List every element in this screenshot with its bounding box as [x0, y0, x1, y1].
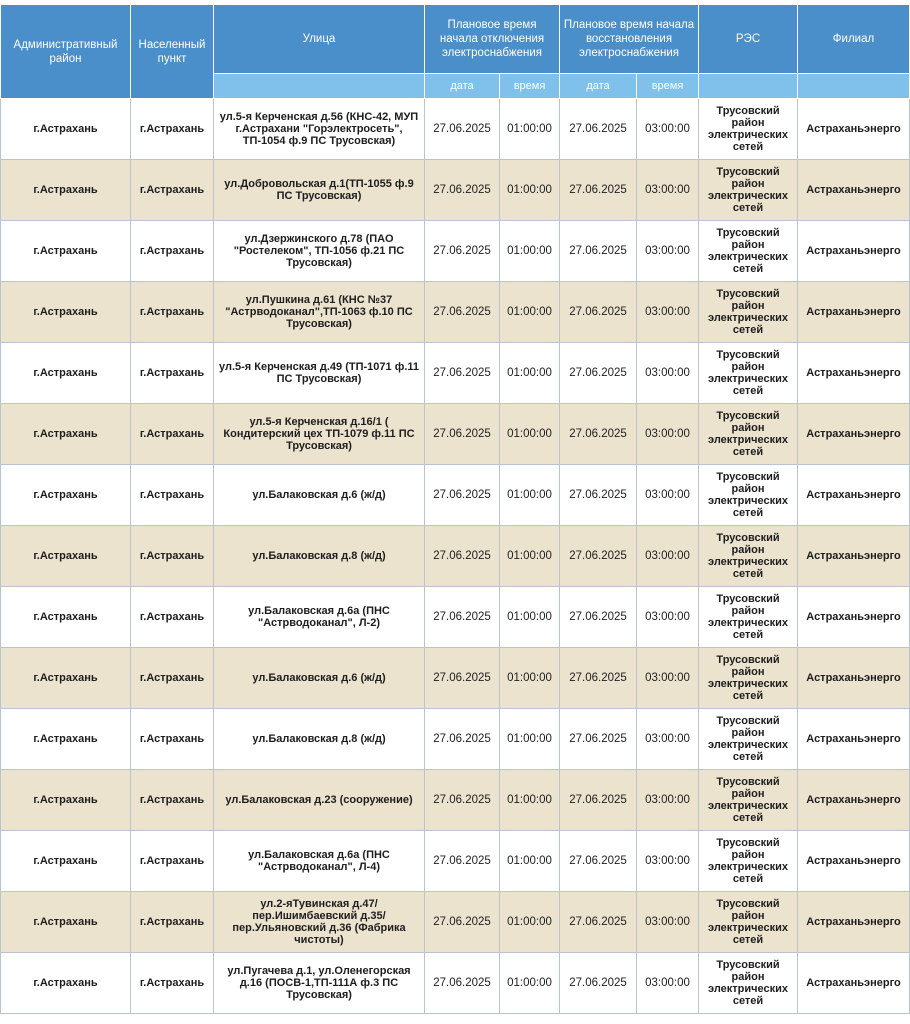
table-row	[1, 465, 910, 526]
cell-locality: г.Астрахань	[131, 465, 214, 526]
cell-branch: Астраханьэнерго	[798, 343, 910, 404]
cell-on-time: 03:00:00	[637, 404, 699, 465]
cell-res: Трусовский район электрических сетей	[699, 221, 798, 282]
cell-street: ул.Балаковская д.6а (ПНС "Астрводоканал", Л-2)	[214, 587, 425, 648]
cell-district: г.Астрахань	[1, 709, 131, 770]
cell-district: г.Астрахань	[1, 831, 131, 892]
cell-off-time: 01:00:00	[500, 587, 560, 648]
cell-res: Трусовский район электрических сетей	[699, 526, 798, 587]
cell-off-date: 27.06.2025	[425, 99, 500, 160]
cell-on-time: 03:00:00	[637, 282, 699, 343]
cell-district: г.Астрахань	[1, 953, 131, 1014]
subheader-off-time: время	[500, 74, 560, 99]
cell-off-date: 27.06.2025	[425, 831, 500, 892]
cell-street: ул.Добровольская д.1(ТП-1055 ф.9 ПС Трусовская)	[214, 160, 425, 221]
subheader-res-blank	[699, 74, 798, 99]
table-row	[1, 221, 910, 282]
table-row	[1, 953, 910, 1014]
table-row	[1, 587, 910, 648]
cell-locality: г.Астрахань	[131, 892, 214, 953]
cell-district: г.Астрахань	[1, 282, 131, 343]
cell-off-date: 27.06.2025	[425, 282, 500, 343]
cell-locality: г.Астрахань	[131, 282, 214, 343]
outage-schedule-table	[0, 4, 910, 1014]
header-on-time: Плановое время начала восстановления электроснабжения	[560, 5, 699, 74]
cell-street: ул.Дзержинского д.78 (ПАО "Ростелеком", ТП-1056 ф.21 ПС Трусовская)	[214, 221, 425, 282]
header-branch: Филиал	[798, 5, 910, 74]
subheader-on-date: дата	[560, 74, 637, 99]
cell-street: ул.Пушкина д.61 (КНС №37 "Астрводоканал",ТП-1063 ф.10 ПС Трусовская)	[214, 282, 425, 343]
table-row	[1, 892, 910, 953]
cell-on-date: 27.06.2025	[560, 892, 637, 953]
cell-off-date: 27.06.2025	[425, 526, 500, 587]
cell-branch: Астраханьэнерго	[798, 99, 910, 160]
cell-street: ул.Балаковская д.23 (сооружение)	[214, 770, 425, 831]
cell-off-time: 01:00:00	[500, 99, 560, 160]
cell-branch: Астраханьэнерго	[798, 831, 910, 892]
table-row	[1, 526, 910, 587]
table-row	[1, 831, 910, 892]
subheader-street-blank	[214, 74, 425, 99]
cell-off-time: 01:00:00	[500, 709, 560, 770]
cell-off-time: 01:00:00	[500, 526, 560, 587]
cell-res: Трусовский район электрических сетей	[699, 282, 798, 343]
cell-off-time: 01:00:00	[500, 282, 560, 343]
cell-on-date: 27.06.2025	[560, 526, 637, 587]
cell-off-date: 27.06.2025	[425, 770, 500, 831]
cell-branch: Астраханьэнерго	[798, 770, 910, 831]
cell-street: ул.Пугачева д.1, ул.Оленегорская д.16 (ПОСВ-1,ТП-111А ф.3 ПС Трусовская)	[214, 953, 425, 1014]
cell-on-date: 27.06.2025	[560, 709, 637, 770]
cell-on-time: 03:00:00	[637, 831, 699, 892]
cell-locality: г.Астрахань	[131, 587, 214, 648]
cell-res: Трусовский район электрических сетей	[699, 404, 798, 465]
cell-street: ул.Балаковская д.8 (ж/д)	[214, 709, 425, 770]
table-body	[1, 99, 910, 1014]
cell-branch: Астраханьэнерго	[798, 648, 910, 709]
table-row	[1, 160, 910, 221]
cell-off-date: 27.06.2025	[425, 404, 500, 465]
cell-off-time: 01:00:00	[500, 831, 560, 892]
cell-on-date: 27.06.2025	[560, 404, 637, 465]
header-street: Улица	[214, 5, 425, 74]
cell-district: г.Астрахань	[1, 99, 131, 160]
cell-on-date: 27.06.2025	[560, 160, 637, 221]
cell-locality: г.Астрахань	[131, 770, 214, 831]
cell-off-date: 27.06.2025	[425, 648, 500, 709]
cell-on-time: 03:00:00	[637, 648, 699, 709]
cell-locality: г.Астрахань	[131, 953, 214, 1014]
cell-on-time: 03:00:00	[637, 343, 699, 404]
cell-street: ул.Балаковская д.6 (ж/д)	[214, 465, 425, 526]
cell-on-date: 27.06.2025	[560, 648, 637, 709]
cell-off-time: 01:00:00	[500, 770, 560, 831]
cell-on-date: 27.06.2025	[560, 465, 637, 526]
header-res: РЭС	[699, 5, 798, 74]
cell-locality: г.Астрахань	[131, 343, 214, 404]
cell-locality: г.Астрахань	[131, 404, 214, 465]
subheader-off-date: дата	[425, 74, 500, 99]
cell-on-time: 03:00:00	[637, 99, 699, 160]
subheader-on-time: время	[637, 74, 699, 99]
cell-off-date: 27.06.2025	[425, 892, 500, 953]
cell-street: ул.Балаковская д.6а (ПНС "Астрводоканал", Л-4)	[214, 831, 425, 892]
cell-res: Трусовский район электрических сетей	[699, 831, 798, 892]
cell-off-date: 27.06.2025	[425, 709, 500, 770]
cell-res: Трусовский район электрических сетей	[699, 770, 798, 831]
cell-on-time: 03:00:00	[637, 587, 699, 648]
header-row	[1, 5, 910, 74]
cell-on-date: 27.06.2025	[560, 831, 637, 892]
cell-branch: Астраханьэнерго	[798, 526, 910, 587]
cell-off-date: 27.06.2025	[425, 343, 500, 404]
cell-off-time: 01:00:00	[500, 221, 560, 282]
cell-res: Трусовский район электрических сетей	[699, 892, 798, 953]
cell-on-date: 27.06.2025	[560, 587, 637, 648]
cell-off-date: 27.06.2025	[425, 160, 500, 221]
table-row	[1, 404, 910, 465]
subheader-branch-blank	[798, 74, 910, 99]
cell-street: ул.5-я Керченская д.49 (ТП-1071 ф.11 ПС Трусовская)	[214, 343, 425, 404]
cell-district: г.Астрахань	[1, 404, 131, 465]
cell-branch: Астраханьэнерго	[798, 221, 910, 282]
cell-locality: г.Астрахань	[131, 160, 214, 221]
cell-district: г.Астрахань	[1, 526, 131, 587]
cell-off-time: 01:00:00	[500, 343, 560, 404]
cell-on-time: 03:00:00	[637, 953, 699, 1014]
cell-res: Трусовский район электрических сетей	[699, 160, 798, 221]
cell-district: г.Астрахань	[1, 587, 131, 648]
cell-off-time: 01:00:00	[500, 160, 560, 221]
cell-res: Трусовский район электрических сетей	[699, 343, 798, 404]
cell-on-time: 03:00:00	[637, 709, 699, 770]
cell-district: г.Астрахань	[1, 221, 131, 282]
cell-res: Трусовский район электрических сетей	[699, 99, 798, 160]
cell-on-date: 27.06.2025	[560, 221, 637, 282]
cell-res: Трусовский район электрических сетей	[699, 648, 798, 709]
cell-on-time: 03:00:00	[637, 465, 699, 526]
cell-on-date: 27.06.2025	[560, 953, 637, 1014]
cell-on-date: 27.06.2025	[560, 282, 637, 343]
cell-on-time: 03:00:00	[637, 526, 699, 587]
cell-branch: Астраханьэнерго	[798, 465, 910, 526]
cell-res: Трусовский район электрических сетей	[699, 953, 798, 1014]
cell-street: ул.Балаковская д.6 (ж/д)	[214, 648, 425, 709]
cell-locality: г.Астрахань	[131, 709, 214, 770]
table-row	[1, 99, 910, 160]
cell-branch: Астраханьэнерго	[798, 587, 910, 648]
cell-district: г.Астрахань	[1, 343, 131, 404]
cell-branch: Астраханьэнерго	[798, 709, 910, 770]
cell-on-time: 03:00:00	[637, 160, 699, 221]
cell-on-date: 27.06.2025	[560, 770, 637, 831]
cell-branch: Астраханьэнерго	[798, 160, 910, 221]
table-row	[1, 282, 910, 343]
header-district: Административный район	[1, 5, 131, 99]
cell-street: ул.2-яТувинская д.47/ пер.Ишимбаевский д.35/ пер.Ульяновский д.36 (Фабрика чистоты)	[214, 892, 425, 953]
cell-district: г.Астрахань	[1, 160, 131, 221]
cell-district: г.Астрахань	[1, 648, 131, 709]
cell-street: ул.Балаковская д.8 (ж/д)	[214, 526, 425, 587]
header-off-time: Плановое время начала отключения электроснабжения	[425, 5, 560, 74]
cell-off-time: 01:00:00	[500, 404, 560, 465]
cell-res: Трусовский район электрических сетей	[699, 709, 798, 770]
cell-off-time: 01:00:00	[500, 953, 560, 1014]
cell-street: ул.5-я Керченская д.56 (КНС-42, МУП г.Астрахани "Горэлектросеть", ТП-1054 ф.9 ПС Трусовская)	[214, 99, 425, 160]
cell-off-date: 27.06.2025	[425, 221, 500, 282]
cell-locality: г.Астрахань	[131, 831, 214, 892]
cell-off-time: 01:00:00	[500, 648, 560, 709]
cell-on-date: 27.06.2025	[560, 99, 637, 160]
cell-branch: Астраханьэнерго	[798, 282, 910, 343]
cell-on-date: 27.06.2025	[560, 343, 637, 404]
table-row	[1, 770, 910, 831]
cell-on-time: 03:00:00	[637, 892, 699, 953]
cell-off-date: 27.06.2025	[425, 465, 500, 526]
cell-locality: г.Астрахань	[131, 99, 214, 160]
cell-branch: Астраханьэнерго	[798, 953, 910, 1014]
cell-locality: г.Астрахань	[131, 221, 214, 282]
cell-off-time: 01:00:00	[500, 892, 560, 953]
cell-district: г.Астрахань	[1, 465, 131, 526]
cell-branch: Астраханьэнерго	[798, 892, 910, 953]
cell-locality: г.Астрахань	[131, 526, 214, 587]
cell-on-time: 03:00:00	[637, 221, 699, 282]
cell-off-date: 27.06.2025	[425, 587, 500, 648]
cell-on-time: 03:00:00	[637, 770, 699, 831]
cell-district: г.Астрахань	[1, 770, 131, 831]
cell-off-date: 27.06.2025	[425, 953, 500, 1014]
cell-branch: Астраханьэнерго	[798, 404, 910, 465]
table-row	[1, 648, 910, 709]
table-row	[1, 343, 910, 404]
cell-district: г.Астрахань	[1, 892, 131, 953]
cell-res: Трусовский район электрических сетей	[699, 587, 798, 648]
table-row	[1, 709, 910, 770]
cell-street: ул.5-я Керченская д.16/1 ( Кондитерский цех ТП-1079 ф.11 ПС Трусовская)	[214, 404, 425, 465]
cell-res: Трусовский район электрических сетей	[699, 465, 798, 526]
cell-off-time: 01:00:00	[500, 465, 560, 526]
cell-locality: г.Астрахань	[131, 648, 214, 709]
header-locality: Населенный пункт	[131, 5, 214, 99]
